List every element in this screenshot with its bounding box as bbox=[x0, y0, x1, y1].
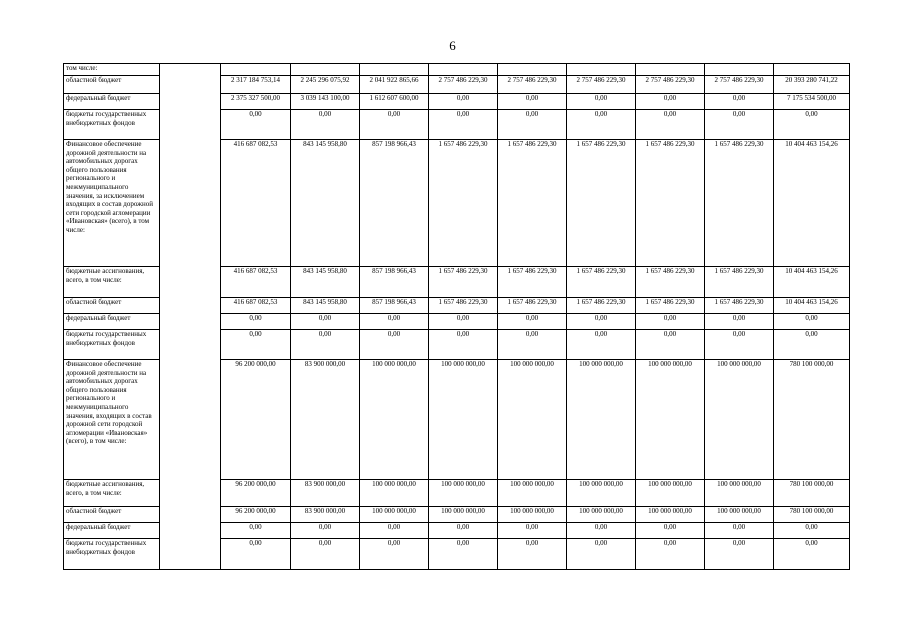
value-cell: 0,00 bbox=[498, 523, 567, 539]
value-cell: 100 000 000,00 bbox=[636, 480, 705, 507]
value-cell: 1 657 486 229,30 bbox=[567, 298, 636, 314]
value-cell bbox=[705, 64, 774, 76]
value-cell: 0,00 bbox=[498, 330, 567, 360]
value-cell bbox=[498, 64, 567, 76]
value-cell: 0,00 bbox=[636, 523, 705, 539]
value-cell: 2 757 486 229,30 bbox=[705, 76, 774, 94]
value-cell: 0,00 bbox=[429, 110, 498, 140]
value-cell: 1 657 486 229,30 bbox=[429, 267, 498, 298]
row-label: бюджетные ассигнования, всего, в том числе: bbox=[64, 267, 160, 298]
value-cell: 780 100 000,00 bbox=[774, 360, 850, 480]
value-cell: 100 000 000,00 bbox=[567, 507, 636, 523]
value-cell bbox=[221, 64, 291, 76]
value-cell: 100 000 000,00 bbox=[498, 480, 567, 507]
value-cell: 1 657 486 229,30 bbox=[705, 298, 774, 314]
value-cell: 7 175 534 500,00 bbox=[774, 94, 850, 110]
value-cell: 96 200 000,00 bbox=[221, 507, 291, 523]
value-cell: 0,00 bbox=[636, 110, 705, 140]
value-cell: 20 393 280 741,22 bbox=[774, 76, 850, 94]
value-cell: 0,00 bbox=[774, 314, 850, 330]
value-cell: 1 657 486 229,30 bbox=[498, 140, 567, 267]
value-cell: 0,00 bbox=[429, 539, 498, 570]
value-cell: 1 657 486 229,30 bbox=[636, 267, 705, 298]
value-cell: 100 000 000,00 bbox=[429, 480, 498, 507]
table-row bbox=[64, 64, 850, 76]
value-cell: 416 687 082,53 bbox=[221, 267, 291, 298]
value-cell: 10 404 463 154,26 bbox=[774, 267, 850, 298]
value-cell: 0,00 bbox=[360, 523, 429, 539]
value-cell: 0,00 bbox=[498, 110, 567, 140]
row-label: областной бюджет bbox=[64, 507, 160, 523]
value-cell: 0,00 bbox=[360, 330, 429, 360]
value-cell: 857 198 966,43 bbox=[360, 298, 429, 314]
row-label: Финансовое обеспечение дорожной деятельности на автомобильных дорогах общего пользования регионального и межмуниципального значения, входящих в состав дорожной сети городской агломерации «Ивановская» (всего), в том числе: bbox=[64, 360, 160, 480]
value-cell: 2 757 486 229,30 bbox=[636, 76, 705, 94]
value-cell: 100 000 000,00 bbox=[705, 480, 774, 507]
value-cell: 0,00 bbox=[498, 94, 567, 110]
value-cell: 2 317 184 753,14 bbox=[221, 76, 291, 94]
row-label: бюджеты государственных внебюджетных фондов bbox=[64, 539, 160, 570]
value-cell: 100 000 000,00 bbox=[498, 360, 567, 480]
table-body bbox=[64, 64, 850, 570]
value-cell bbox=[291, 64, 360, 76]
value-cell: 780 100 000,00 bbox=[774, 480, 850, 507]
value-cell: 0,00 bbox=[774, 539, 850, 570]
value-cell: 0,00 bbox=[567, 539, 636, 570]
value-cell: 0,00 bbox=[636, 330, 705, 360]
row-label: бюджеты государственных внебюджетных фондов bbox=[64, 110, 160, 140]
value-cell: 0,00 bbox=[360, 539, 429, 570]
value-cell: 857 198 966,43 bbox=[360, 140, 429, 267]
value-cell: 0,00 bbox=[429, 314, 498, 330]
row-label: федеральный бюджет bbox=[64, 523, 160, 539]
value-cell: 1 657 486 229,30 bbox=[705, 140, 774, 267]
row-label: том числе: bbox=[64, 64, 160, 76]
value-cell: 1 657 486 229,30 bbox=[636, 298, 705, 314]
value-cell: 2 041 922 865,66 bbox=[360, 76, 429, 94]
value-cell: 416 687 082,53 bbox=[221, 140, 291, 267]
value-cell: 857 198 966,43 bbox=[360, 267, 429, 298]
value-cell: 0,00 bbox=[636, 539, 705, 570]
value-cell: 10 404 463 154,26 bbox=[774, 140, 850, 267]
value-cell bbox=[429, 64, 498, 76]
row-label: Финансовое обеспечение дорожной деятельности на автомобильных дорогах общего пользования регионального и межмуниципального значения, за исключением входящих в состав дорожной сети городской агломерации «Ивановская» (всего), в том числе: bbox=[64, 140, 160, 267]
value-cell: 0,00 bbox=[567, 523, 636, 539]
blank-column bbox=[160, 64, 221, 570]
value-cell: 3 039 143 100,00 bbox=[291, 94, 360, 110]
value-cell: 100 000 000,00 bbox=[360, 360, 429, 480]
value-cell: 843 145 958,80 bbox=[291, 267, 360, 298]
value-cell: 0,00 bbox=[705, 539, 774, 570]
row-label: областной бюджет bbox=[64, 298, 160, 314]
value-cell: 1 657 486 229,30 bbox=[429, 298, 498, 314]
value-cell: 0,00 bbox=[291, 330, 360, 360]
value-cell: 0,00 bbox=[291, 110, 360, 140]
value-cell: 1 657 486 229,30 bbox=[498, 298, 567, 314]
value-cell: 0,00 bbox=[705, 110, 774, 140]
value-cell: 0,00 bbox=[429, 523, 498, 539]
value-cell: 2 757 486 229,30 bbox=[429, 76, 498, 94]
value-cell: 96 200 000,00 bbox=[221, 360, 291, 480]
row-label: бюджетные ассигнования, всего, в том числе: bbox=[64, 480, 160, 507]
value-cell: 1 657 486 229,30 bbox=[705, 267, 774, 298]
value-cell: 0,00 bbox=[567, 110, 636, 140]
value-cell: 1 657 486 229,30 bbox=[567, 140, 636, 267]
value-cell: 0,00 bbox=[567, 330, 636, 360]
value-cell: 0,00 bbox=[291, 523, 360, 539]
value-cell: 843 145 958,80 bbox=[291, 298, 360, 314]
value-cell bbox=[567, 64, 636, 76]
value-cell: 0,00 bbox=[291, 539, 360, 570]
row-label: федеральный бюджет bbox=[64, 94, 160, 110]
value-cell: 0,00 bbox=[221, 110, 291, 140]
value-cell: 0,00 bbox=[498, 539, 567, 570]
value-cell: 83 900 000,00 bbox=[291, 507, 360, 523]
value-cell: 0,00 bbox=[221, 330, 291, 360]
value-cell: 100 000 000,00 bbox=[636, 507, 705, 523]
value-cell: 100 000 000,00 bbox=[429, 507, 498, 523]
value-cell: 0,00 bbox=[567, 94, 636, 110]
value-cell: 0,00 bbox=[567, 314, 636, 330]
value-cell: 0,00 bbox=[636, 94, 705, 110]
value-cell: 0,00 bbox=[221, 314, 291, 330]
value-cell: 100 000 000,00 bbox=[498, 507, 567, 523]
value-cell: 780 100 000,00 bbox=[774, 507, 850, 523]
value-cell: 100 000 000,00 bbox=[429, 360, 498, 480]
value-cell: 1 657 486 229,30 bbox=[498, 267, 567, 298]
value-cell: 0,00 bbox=[774, 110, 850, 140]
value-cell: 100 000 000,00 bbox=[567, 480, 636, 507]
value-cell: 0,00 bbox=[429, 94, 498, 110]
page-number: 6 bbox=[449, 38, 456, 53]
value-cell: 1 657 486 229,30 bbox=[636, 140, 705, 267]
value-cell: 100 000 000,00 bbox=[360, 480, 429, 507]
value-cell: 100 000 000,00 bbox=[567, 360, 636, 480]
value-cell: 416 687 082,53 bbox=[221, 298, 291, 314]
value-cell bbox=[360, 64, 429, 76]
value-cell: 100 000 000,00 bbox=[636, 360, 705, 480]
value-cell: 0,00 bbox=[360, 110, 429, 140]
row-label: федеральный бюджет bbox=[64, 314, 160, 330]
value-cell bbox=[774, 64, 850, 76]
value-cell: 100 000 000,00 bbox=[705, 507, 774, 523]
value-cell: 1 657 486 229,30 bbox=[567, 267, 636, 298]
value-cell: 0,00 bbox=[291, 314, 360, 330]
value-cell: 10 404 463 154,26 bbox=[774, 298, 850, 314]
budget-table bbox=[63, 63, 850, 570]
value-cell: 0,00 bbox=[705, 314, 774, 330]
value-cell: 2 245 296 075,92 bbox=[291, 76, 360, 94]
value-cell: 0,00 bbox=[705, 94, 774, 110]
value-cell: 843 145 958,80 bbox=[291, 140, 360, 267]
value-cell: 100 000 000,00 bbox=[360, 507, 429, 523]
value-cell: 0,00 bbox=[774, 330, 850, 360]
value-cell: 0,00 bbox=[705, 330, 774, 360]
value-cell: 83 900 000,00 bbox=[291, 360, 360, 480]
value-cell: 0,00 bbox=[774, 523, 850, 539]
value-cell: 0,00 bbox=[705, 523, 774, 539]
value-cell: 0,00 bbox=[360, 314, 429, 330]
value-cell: 0,00 bbox=[636, 314, 705, 330]
value-cell: 1 612 607 600,00 bbox=[360, 94, 429, 110]
value-cell: 0,00 bbox=[498, 314, 567, 330]
value-cell: 0,00 bbox=[429, 330, 498, 360]
value-cell bbox=[636, 64, 705, 76]
value-cell: 2 757 486 229,30 bbox=[567, 76, 636, 94]
value-cell: 100 000 000,00 bbox=[705, 360, 774, 480]
row-label: областной бюджет bbox=[64, 76, 160, 94]
row-label: бюджеты государственных внебюджетных фондов bbox=[64, 330, 160, 360]
value-cell: 0,00 bbox=[221, 523, 291, 539]
value-cell: 96 200 000,00 bbox=[221, 480, 291, 507]
value-cell: 0,00 bbox=[221, 539, 291, 570]
value-cell: 2 757 486 229,30 bbox=[498, 76, 567, 94]
value-cell: 2 375 327 500,00 bbox=[221, 94, 291, 110]
value-cell: 83 900 000,00 bbox=[291, 480, 360, 507]
value-cell: 1 657 486 229,30 bbox=[429, 140, 498, 267]
